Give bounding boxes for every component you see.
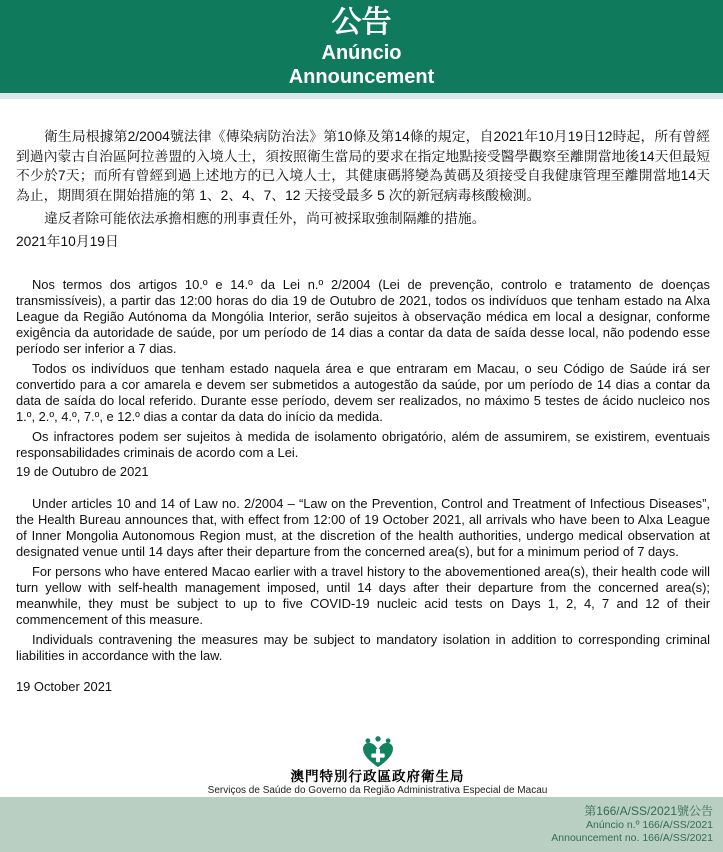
date-en: 19 October 2021: [16, 679, 113, 694]
health-bureau-heart-cross-logo-icon: [16, 736, 723, 768]
paragraph-en-1: Under articles 10 and 14 of Law no. 2/2004 – “Law on the Prevention, Control and Treatment of Infectious Diseases”, the Health Bureau announces that, with effect from 12:00 of 19 October 2021, all arrivals who have been to Alxa League of Inner Mongolia Autonomous Region must, at the discretion of the health authorities, undergo medical observation at designated venue until 14 days after their departure from the concerned area(s), but for a minimum period of 7 days.: [16, 496, 710, 559]
date-zh: 2021年10月19日: [16, 233, 119, 249]
reference-number-pt: Anúncio n.º 166/A/SS/2021: [585, 818, 713, 831]
paragraph-pt-1: Nos termos dos artigos 10.º e 14.º da Lei n.º 2/2004 (Lei de prevenção, controlo e tratamento de doenças transmissíveis), a partir das 12:00 horas do dia 19 de Outubro de 2021, todos os indivíduos que tenham estado na Alxa League da Região Autónoma da Mongólia Interior, serão sujeitos à observação médica em local a designar, conforme exigência da autoridade de saúde, por um período de 14 dias a contar da data de saída desse local, não podendo esse período ser inferior a 7 dias.: [16, 277, 710, 356]
reference-number-zh: 第166/A/SS/2021號公告: [584, 804, 713, 818]
header-title-zh: 公告: [331, 6, 392, 39]
reference-number-band: [0, 797, 723, 852]
issuer-block: [16, 736, 723, 797]
issuer-name-pt: Serviços de Saúde do Governo da Região Administrativa Especial de Macau: [207, 785, 548, 796]
paragraph-pt-3: Os infractores podem ser sujeitos à medida de isolamento obrigatório, além de assumirem, se existirem, eventuais responsabilidades criminais de acordo com a Lei.: [16, 429, 710, 460]
announcement-body: [0, 127, 723, 695]
date-pt: 19 de Outubro de 2021: [16, 464, 149, 479]
header-title-pt: Anúncio: [321, 42, 402, 64]
header-banner: [0, 0, 723, 93]
paragraph-en-2: For persons who have entered Macao earlier with a travel history to the abovementioned area(s), their health code will turn yellow with self-health management imposed, until 14 days after their departure from the concerned area(s); meanwhile, they must be subject to up to five COVID-19 nucleic acid tests on Days 1, 2, 4, 7 and 12 of their commencement of this measure.: [16, 564, 710, 627]
header-underline-strip: [0, 93, 723, 99]
reference-number-en: Announcement no. 166/A/SS/2021: [551, 831, 713, 844]
paragraph-zh-2: 違反者除可能依法承擔相應的刑事責任外，尚可被採取強制隔離的措施。: [44, 211, 486, 226]
header-title-en: Announcement: [288, 66, 435, 88]
paragraph-en-3: Individuals contravening the measures may be subject to mandatory isolation in addition to corresponding criminal liabilities in accordance with the law.: [16, 632, 710, 663]
paragraph-zh-1: 衛生局根據第2/2004號法律《傳染病防治法》第10條及第14條的規定，自2021年10月19日12時起，所有曾經到過內蒙古自治區阿拉善盟的入境人士，須按照衛生當局的要求在指定地點接受醫學觀察至離開當地後14天但最短不少於7天；而所有曾經到過上述地方的已入境人士，其健康碼將變為黃碼及須接受自我健康管理至離開當地14天為止，期間須在開始措施的第 1、2、4、7、12 天接受最多 5 次的新冠病毒核酸檢測。: [16, 129, 710, 203]
paragraph-pt-2: Todos os indivíduos que tenham estado naquela área e que entraram em Macau, o seu Código de Saúde irá ser convertido para a cor amarela e devem ser submetidos a autogestão da saúde, por um período de 14 dias a contar da data de saída do local referido. Durante esse período, devem ser realizados, no máximo 5 testes de ácido nucleico nos 1.º, 2.º, 4.º, 7.º, e 12.º dias a contar da data do início da medida.: [16, 361, 710, 424]
issuer-name-zh: 澳門特別行政區政府衛生局: [290, 769, 465, 784]
